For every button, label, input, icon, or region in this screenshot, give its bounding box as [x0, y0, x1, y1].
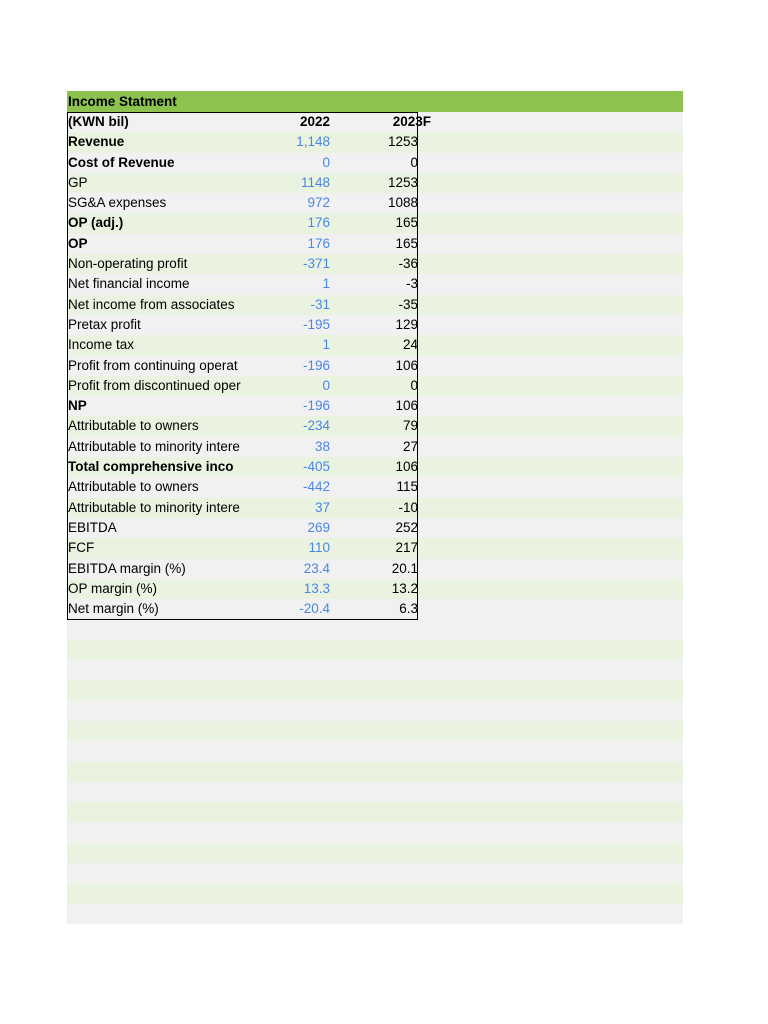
- row-label: EBITDA: [68, 519, 117, 535]
- table-row: [67, 173, 683, 193]
- row-label: Pretax profit: [68, 316, 141, 332]
- income-statement-sheet: [67, 91, 683, 924]
- value-2023f: 106: [395, 357, 418, 373]
- value-2022: -442: [302, 479, 330, 495]
- table-row: [67, 477, 683, 497]
- empty-row: [67, 822, 683, 842]
- value-2022: 176: [307, 215, 330, 231]
- value-2023f: 129: [395, 316, 418, 332]
- row-label: Income tax: [68, 337, 135, 353]
- table-row: [67, 356, 683, 376]
- row-label: GP: [68, 174, 88, 190]
- row-label: OP (adj.): [68, 215, 124, 231]
- empty-row: [67, 680, 683, 700]
- empty-row: [67, 741, 683, 761]
- table-row: [67, 376, 683, 396]
- value-2022: -195: [302, 316, 330, 332]
- value-2023f: 106: [395, 459, 418, 475]
- value-2023f: 165: [395, 215, 418, 231]
- row-label: NP: [68, 398, 87, 414]
- table-row: [67, 538, 683, 558]
- table-row: [67, 295, 683, 315]
- value-2022: -31: [310, 296, 330, 312]
- row-label: Net income from associates: [68, 296, 235, 312]
- value-2023f: 217: [395, 540, 418, 556]
- row-label: Profit from discontinued oper: [68, 377, 241, 393]
- row-label: Net margin (%): [68, 601, 159, 617]
- row-label: Profit from continuing operat: [68, 357, 238, 373]
- value-2022: 1,148: [296, 134, 330, 150]
- header-row: [67, 112, 683, 132]
- table-row: [67, 274, 683, 294]
- row-label: Cost of Revenue: [68, 154, 175, 170]
- value-2022: 110: [308, 540, 330, 556]
- empty-sheet-rows: [67, 619, 683, 923]
- value-2023f: -10: [398, 499, 418, 515]
- row-label: Revenue: [68, 134, 125, 150]
- empty-row: [67, 762, 683, 782]
- sheet-title: Income Statment: [68, 94, 177, 109]
- value-2023f: -3: [405, 276, 418, 292]
- row-label: SG&A expenses: [68, 195, 167, 211]
- value-2022: -405: [302, 459, 330, 475]
- row-label: Attributable to minority intere: [68, 438, 240, 454]
- empty-row: [67, 883, 683, 903]
- value-2022: -371: [302, 256, 330, 272]
- title-row: [67, 91, 683, 112]
- row-label: Attributable to owners: [68, 418, 199, 434]
- table-row: [67, 153, 683, 173]
- empty-row: [67, 701, 683, 721]
- value-2022: 1: [322, 337, 330, 353]
- value-2022: 13.3: [303, 580, 330, 596]
- value-2023f: 1088: [387, 195, 418, 211]
- empty-row: [67, 721, 683, 741]
- table-row: [67, 315, 683, 335]
- table-row: [67, 518, 683, 538]
- value-2023f: 0: [410, 154, 418, 170]
- empty-row: [67, 660, 683, 680]
- row-label: Attributable to owners: [68, 479, 199, 495]
- table-row: [67, 234, 683, 254]
- empty-row: [67, 843, 683, 863]
- value-2022: 0: [322, 154, 330, 170]
- empty-row: [67, 802, 683, 822]
- table-row: [67, 335, 683, 355]
- value-2023f: 0: [410, 377, 418, 393]
- table-row: [67, 132, 683, 152]
- value-2023f: 165: [395, 235, 418, 251]
- value-2023f: 27: [402, 438, 418, 454]
- value-2023f: 24: [402, 337, 418, 353]
- row-label: OP margin (%): [68, 580, 158, 596]
- column-header-2022: 2022: [299, 114, 330, 129]
- row-label: Total comprehensive inco: [68, 459, 234, 475]
- value-2023f: 115: [396, 479, 418, 495]
- value-2022: -20.4: [299, 601, 330, 617]
- table-row: [67, 498, 683, 518]
- value-2022: 269: [307, 519, 330, 535]
- table-row: [67, 254, 683, 274]
- table-row: [67, 396, 683, 416]
- value-2023f: 106: [395, 398, 418, 414]
- value-2022: 972: [307, 195, 330, 211]
- table-row: [67, 416, 683, 436]
- empty-row: [67, 904, 683, 924]
- empty-row: [67, 640, 683, 660]
- value-2023f: 252: [395, 519, 418, 535]
- table-body: [67, 132, 683, 619]
- value-2022: 176: [307, 235, 330, 251]
- table-row: [67, 559, 683, 579]
- empty-row: [67, 863, 683, 883]
- table-row: [67, 213, 683, 233]
- column-header-2023f: 2023F: [392, 114, 431, 129]
- value-2022: 0: [322, 377, 330, 393]
- table-row: [67, 599, 683, 619]
- table-row: [67, 579, 683, 599]
- empty-row: [67, 782, 683, 802]
- value-2023f: -35: [398, 296, 418, 312]
- unit-label: (KWN bil): [68, 114, 129, 129]
- value-2022: -234: [302, 418, 330, 434]
- table-row: [67, 437, 683, 457]
- table-row: [67, 193, 683, 213]
- value-2023f: 1253: [387, 174, 418, 190]
- value-2022: 37: [314, 499, 330, 515]
- value-2022: 1: [322, 276, 330, 292]
- row-label: Net financial income: [68, 276, 190, 292]
- row-label: Attributable to minority intere: [68, 499, 240, 515]
- value-2023f: 20.1: [391, 560, 418, 576]
- table-row: [67, 457, 683, 477]
- value-2023f: 6.3: [399, 601, 418, 617]
- value-2022: 23.4: [303, 560, 330, 576]
- value-2022: 38: [314, 438, 330, 454]
- value-2023f: 13.2: [391, 580, 418, 596]
- value-2022: 1148: [300, 174, 330, 190]
- value-2022: -196: [302, 357, 330, 373]
- value-2023f: -36: [398, 256, 418, 272]
- row-label: EBITDA margin (%): [68, 560, 186, 576]
- empty-row: [67, 619, 683, 639]
- value-2022: -196: [302, 398, 330, 414]
- row-label: OP: [68, 235, 88, 251]
- row-label: FCF: [68, 540, 95, 556]
- value-2023f: 79: [402, 418, 418, 434]
- value-2023f: 1253: [387, 134, 418, 150]
- row-label: Non-operating profit: [68, 256, 188, 272]
